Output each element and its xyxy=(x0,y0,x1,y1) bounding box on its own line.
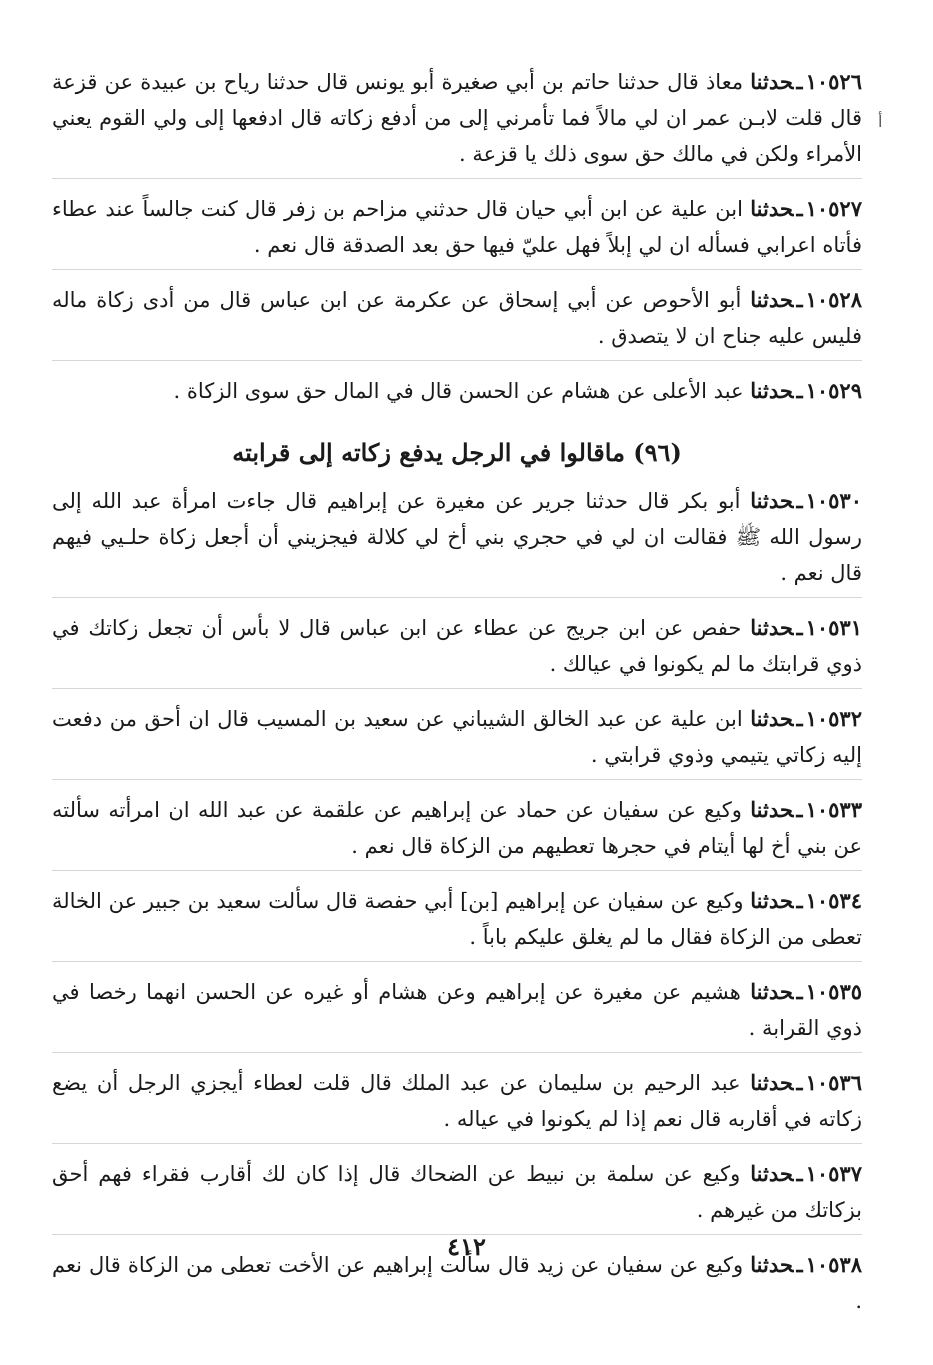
paragraph-group-bottom xyxy=(52,483,862,1325)
hadith-paragraph xyxy=(52,701,862,780)
separator-dash: ـ xyxy=(796,1252,803,1277)
hadith-lead-word: حدثنا xyxy=(750,1070,794,1095)
hadith-lead-word: حدثنا xyxy=(750,615,794,640)
hadith-lead-word: حدثنا xyxy=(750,1252,794,1277)
hadith-text: ابن علية عن ابن أبي حيان قال حدثني مزاحم بن زفر قال كنت جالساً عند عطاء فأتاه اعرابي فسأله ان لي إبلاً فهل عليّ فيها حق بعد الصدقة قال نعم . xyxy=(52,197,862,257)
hadith-paragraph xyxy=(52,883,862,962)
separator-dash: ـ xyxy=(796,979,803,1004)
hadith-lead-word: حدثنا xyxy=(750,378,794,403)
hadith-number: ١٠٥٣٦ xyxy=(805,1070,862,1095)
separator-dash: ـ xyxy=(796,706,803,731)
separator-dash: ـ xyxy=(796,69,803,94)
hadith-text: وكيع عن سلمة بن نبيط عن الضحاك قال إذا كان لك أقارب فقراء فهم أحق بزكاتك من غيرهم . xyxy=(52,1162,862,1222)
hadith-paragraph xyxy=(52,1156,862,1235)
hadith-paragraph xyxy=(52,610,862,689)
separator-dash: ـ xyxy=(796,196,803,221)
hadith-number: ١٠٥٢٧ xyxy=(805,196,862,221)
hadith-number: ١٠٥٣٥ xyxy=(805,979,863,1004)
hadith-paragraph xyxy=(52,373,862,415)
hadith-text: هشيم عن مغيرة عن إبراهيم وعن هشام أو غيره عن الحسن انهما رخصا في ذوي القرابة . xyxy=(52,980,862,1040)
paragraph-group-top xyxy=(52,64,862,415)
hadith-text: حفص عن ابن جريج عن عطاء عن ابن عباس قال لا بأس أن تجعل زكاتك في ذوي قرابتك ما لم يكونوا في عيالك . xyxy=(52,616,862,676)
hadith-lead-word: حدثنا xyxy=(750,706,794,731)
page-number: ٤١٢ xyxy=(447,1232,486,1261)
hadith-number: ١٠٥٣٣ xyxy=(805,797,862,822)
hadith-paragraph xyxy=(52,483,862,598)
hadith-text: وكيع عن سفيان عن إبراهيم [بن] أبي حفصة قال سألت سعيد بن جبير عن الخالة تعطى من الزكاة فقال ما لم يغلق عليكم باباً . xyxy=(52,889,862,949)
hadith-text: أبو بكر قال حدثنا جرير عن مغيرة عن إبراهيم قال جاءت امرأة عبد الله إلى رسول الله ﷺ فقالت ان لي في حجري بني أخ لي كلالة فيجزيني أن أجعل زكاة حلـيي فيهم قال نعم . xyxy=(52,489,862,585)
hadith-paragraph xyxy=(52,191,862,270)
hadith-paragraph xyxy=(52,792,862,871)
separator-dash: ـ xyxy=(796,797,803,822)
hadith-text: ابن علية عن عبد الخالق الشيباني عن سعيد بن المسيب قال ان أحق من دفعت إليه زكاتي يتيمي وذوي قرابتي . xyxy=(52,707,862,767)
hadith-lead-word: حدثنا xyxy=(750,287,794,312)
hadith-text: وكيع عن سفيان عن حماد عن إبراهيم عن علقمة عن عبد الله ان امرأته سألته عن بني أخ لها أيتام في حجرها تعطيهم من الزكاة قال نعم . xyxy=(52,798,862,858)
hadith-text: وكيع عن سفيان عن زيد قال سألت إبراهيم عن الأخت تعطى من الزكاة قال نعم . xyxy=(52,1253,862,1313)
hadith-text: معاذ قال حدثنا حاتم بن أبي صغيرة أبو يونس قال حدثنا رياح بن عبيدة عن قزعة قال قلت لابـن عمر ان لي مالاً فما تأمرني إلى من أدفع زكاته قال ادفعها إلى ولي القوم يعني الأمراء ولكن في مالك حق سوى ذلك يا قزعة . xyxy=(52,70,862,166)
hadith-lead-word: حدثنا xyxy=(750,797,794,822)
hadith-number: ١٠٥٣٨ xyxy=(805,1252,862,1277)
separator-dash: ـ xyxy=(796,287,803,312)
separator-dash: ـ xyxy=(796,378,803,403)
separator-dash: ـ xyxy=(796,615,803,640)
separator-dash: ـ xyxy=(796,1070,803,1095)
margin-mark: أ xyxy=(878,112,883,131)
hadith-number: ١٠٥٣٧ xyxy=(805,1161,862,1186)
page-body xyxy=(52,64,862,1337)
hadith-text: أبو الأحوص عن أبي إسحاق عن عكرمة عن ابن عباس قال من أدى زكاة ماله فليس عليه جناح ان لا يتصدق . xyxy=(52,288,862,348)
hadith-number: ١٠٥٣٤ xyxy=(805,888,862,913)
hadith-number: ١٠٥٣٠ xyxy=(805,488,862,513)
hadith-lead-word: حدثنا xyxy=(750,979,794,1004)
hadith-text: عبد الرحيم بن سليمان عن عبد الملك قال قلت لعطاء أيجزي الرجل أن يضع زكاته في أقاربه قال نعم إذا لم يكونوا في عياله . xyxy=(52,1071,862,1131)
hadith-lead-word: حدثنا xyxy=(750,69,794,94)
hadith-paragraph xyxy=(52,1065,862,1144)
hadith-lead-word: حدثنا xyxy=(750,196,794,221)
chapter-heading: (٩٦) ماقالوا في الرجل يدفع زكاته إلى قرابته xyxy=(232,438,682,467)
hadith-lead-word: حدثنا xyxy=(750,1161,794,1186)
hadith-number: ١٠٥٣١ xyxy=(805,615,862,640)
hadith-paragraph xyxy=(52,282,862,361)
hadith-lead-word: حدثنا xyxy=(750,888,794,913)
hadith-number: ١٠٥٢٨ xyxy=(805,287,862,312)
separator-dash: ـ xyxy=(796,1161,803,1186)
separator-dash: ـ xyxy=(796,488,803,513)
hadith-lead-word: حدثنا xyxy=(750,488,794,513)
separator-dash: ـ xyxy=(796,888,803,913)
hadith-number: ١٠٥٢٩ xyxy=(805,378,862,403)
hadith-text: عبد الأعلى عن هشام عن الحسن قال في المال حق سوى الزكاة . xyxy=(173,379,744,403)
hadith-number: ١٠٥٣٢ xyxy=(805,706,862,731)
hadith-paragraph xyxy=(52,974,862,1053)
hadith-number: ١٠٥٢٦ xyxy=(805,69,862,94)
hadith-paragraph xyxy=(52,64,862,179)
